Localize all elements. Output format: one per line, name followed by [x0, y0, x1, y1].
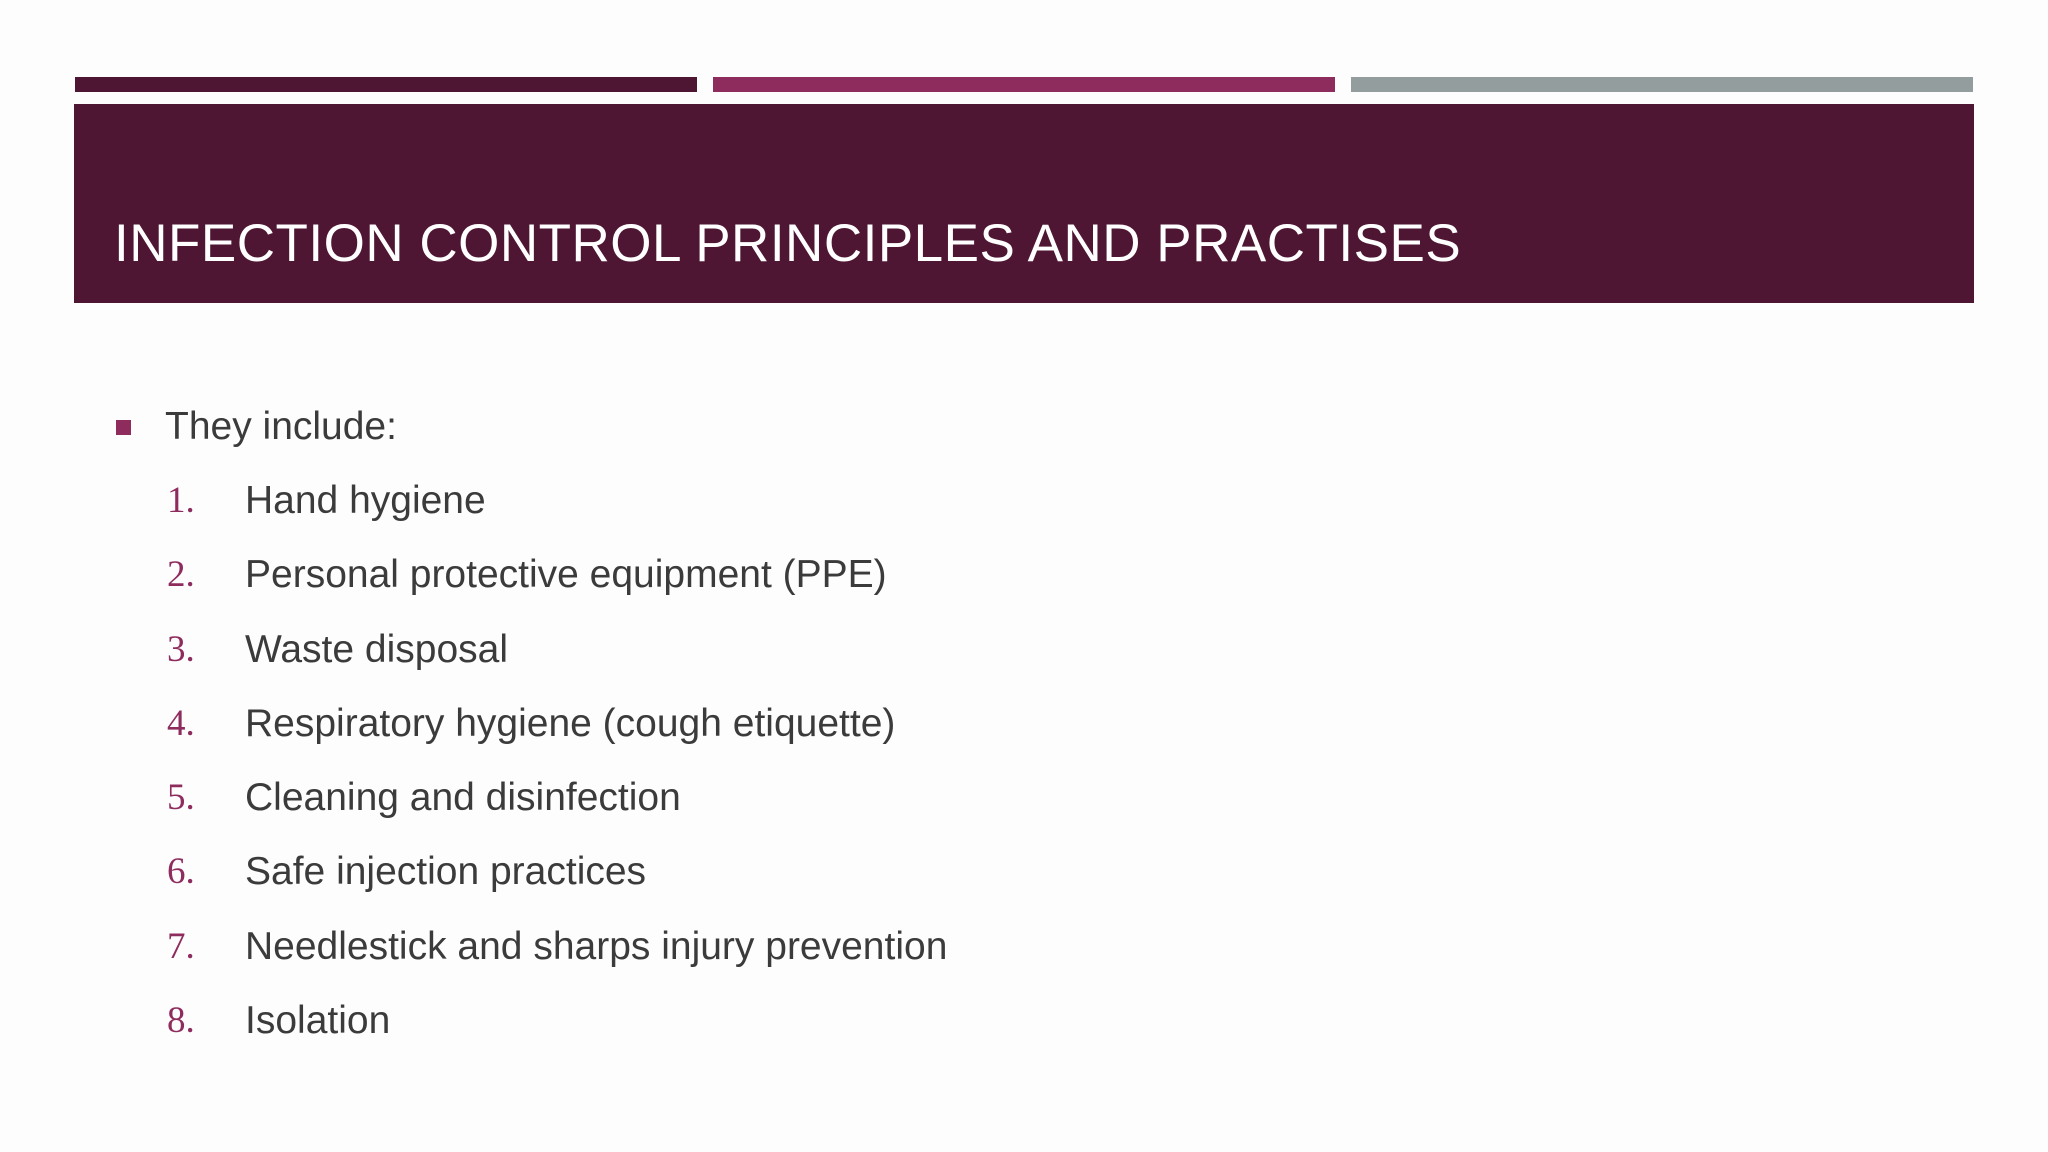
list-item-number: 4.	[167, 702, 195, 744]
list-item-number: 1.	[167, 480, 195, 521]
list-item-number: 8.	[167, 1000, 195, 1042]
square-bullet-icon	[116, 420, 131, 435]
list-item-number: 7.	[167, 925, 195, 967]
slide-title: INFECTION CONTROL PRINCIPLES AND PRACTISES	[114, 214, 1462, 273]
list-item-text: Isolation	[245, 999, 391, 1043]
intro-bullet-text: They include:	[165, 405, 397, 448]
list-item-text: Personal protective equipment (PPE)	[245, 553, 887, 597]
list-item-number: 2.	[167, 554, 195, 596]
list-item-text: Cleaning and disinfection	[245, 776, 681, 820]
list-item-number: 5.	[167, 777, 195, 819]
list-item-text: Hand hygiene	[245, 479, 486, 522]
list-item-text: Needlestick and sharps injury prevention	[245, 924, 948, 968]
list-item-text: Respiratory hygiene (cough etiquette)	[245, 701, 896, 745]
list-item-text: Safe injection practices	[245, 850, 647, 894]
list-item-number: 6.	[167, 851, 195, 893]
list-item-number: 3.	[167, 628, 195, 670]
intro-bullet	[116, 400, 397, 454]
list-item-text: Waste disposal	[245, 627, 509, 671]
